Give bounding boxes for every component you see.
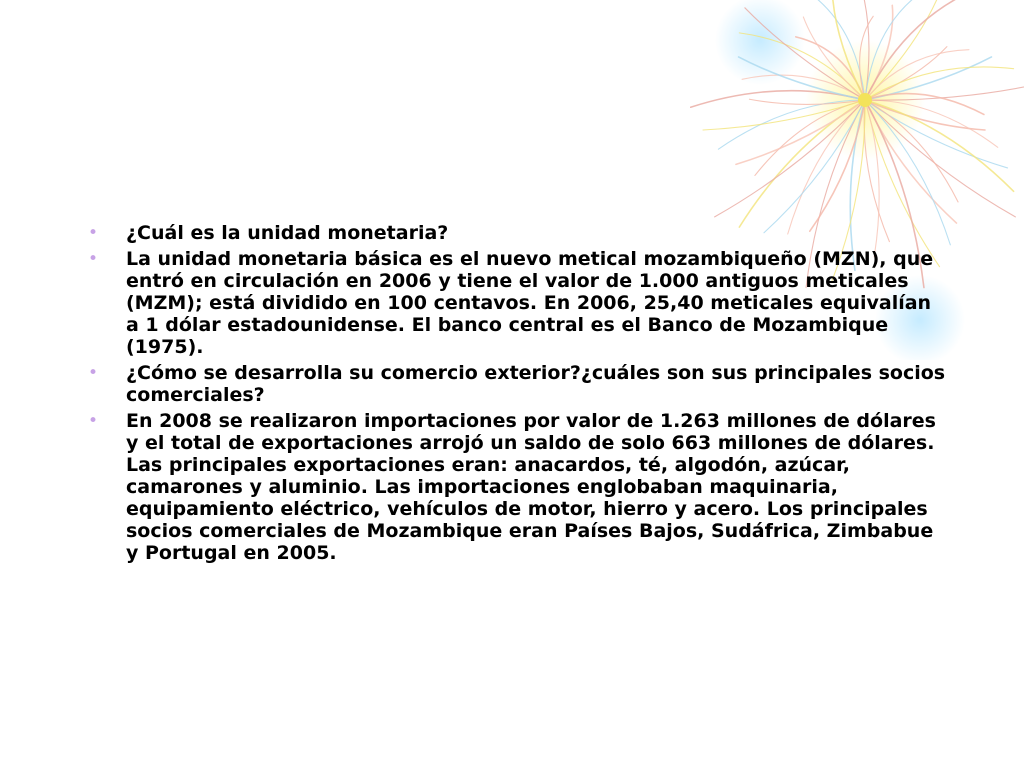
bullet-text: La unidad monetaria básica es el nuevo metical mozambiqueño (MZN), que entró en circulación en 2006 y tiene el valor de 1.000 antiguos meticales (MZM); está dividido en 100 centavos. En 2006, 25,40 meticales equivalían a 1 dólar estadounidense. El banco central es el Banco de Mozambique (1975). (126, 248, 934, 358)
bullet-list (88, 222, 948, 564)
bullet-item-question-trade (88, 362, 948, 406)
bullet-icon: • (88, 223, 99, 243)
bullet-text: ¿Cómo se desarrolla su comercio exterior?¿cuáles son sus principales socios comerciales? (126, 362, 946, 406)
bullet-item-answer-currency (88, 248, 948, 358)
bullet-icon: • (88, 411, 99, 431)
bullet-icon: • (88, 249, 99, 269)
bullet-item-answer-trade (88, 410, 948, 564)
bullet-text: En 2008 se realizaron importaciones por valor de 1.263 millones de dólares y el total de exportaciones arrojó un saldo de solo 663 millones de dólares. Las principales exportaciones eran: anacardos, té, algodón, azúcar, camarones y aluminio. Las importaciones englobaban maquinaria, equipamiento eléctrico, vehículos de motor, hierro y acero. Los principales socios comerciales de Mozambique eran Países Bajos, Sudáfrica, Zimbabue y Portugal en 2005. (126, 410, 936, 564)
bullet-item-question-currency (88, 222, 948, 244)
bullet-text: ¿Cuál es la unidad monetaria? (126, 222, 449, 244)
bullet-icon: • (88, 363, 99, 383)
slide-content (88, 222, 948, 568)
